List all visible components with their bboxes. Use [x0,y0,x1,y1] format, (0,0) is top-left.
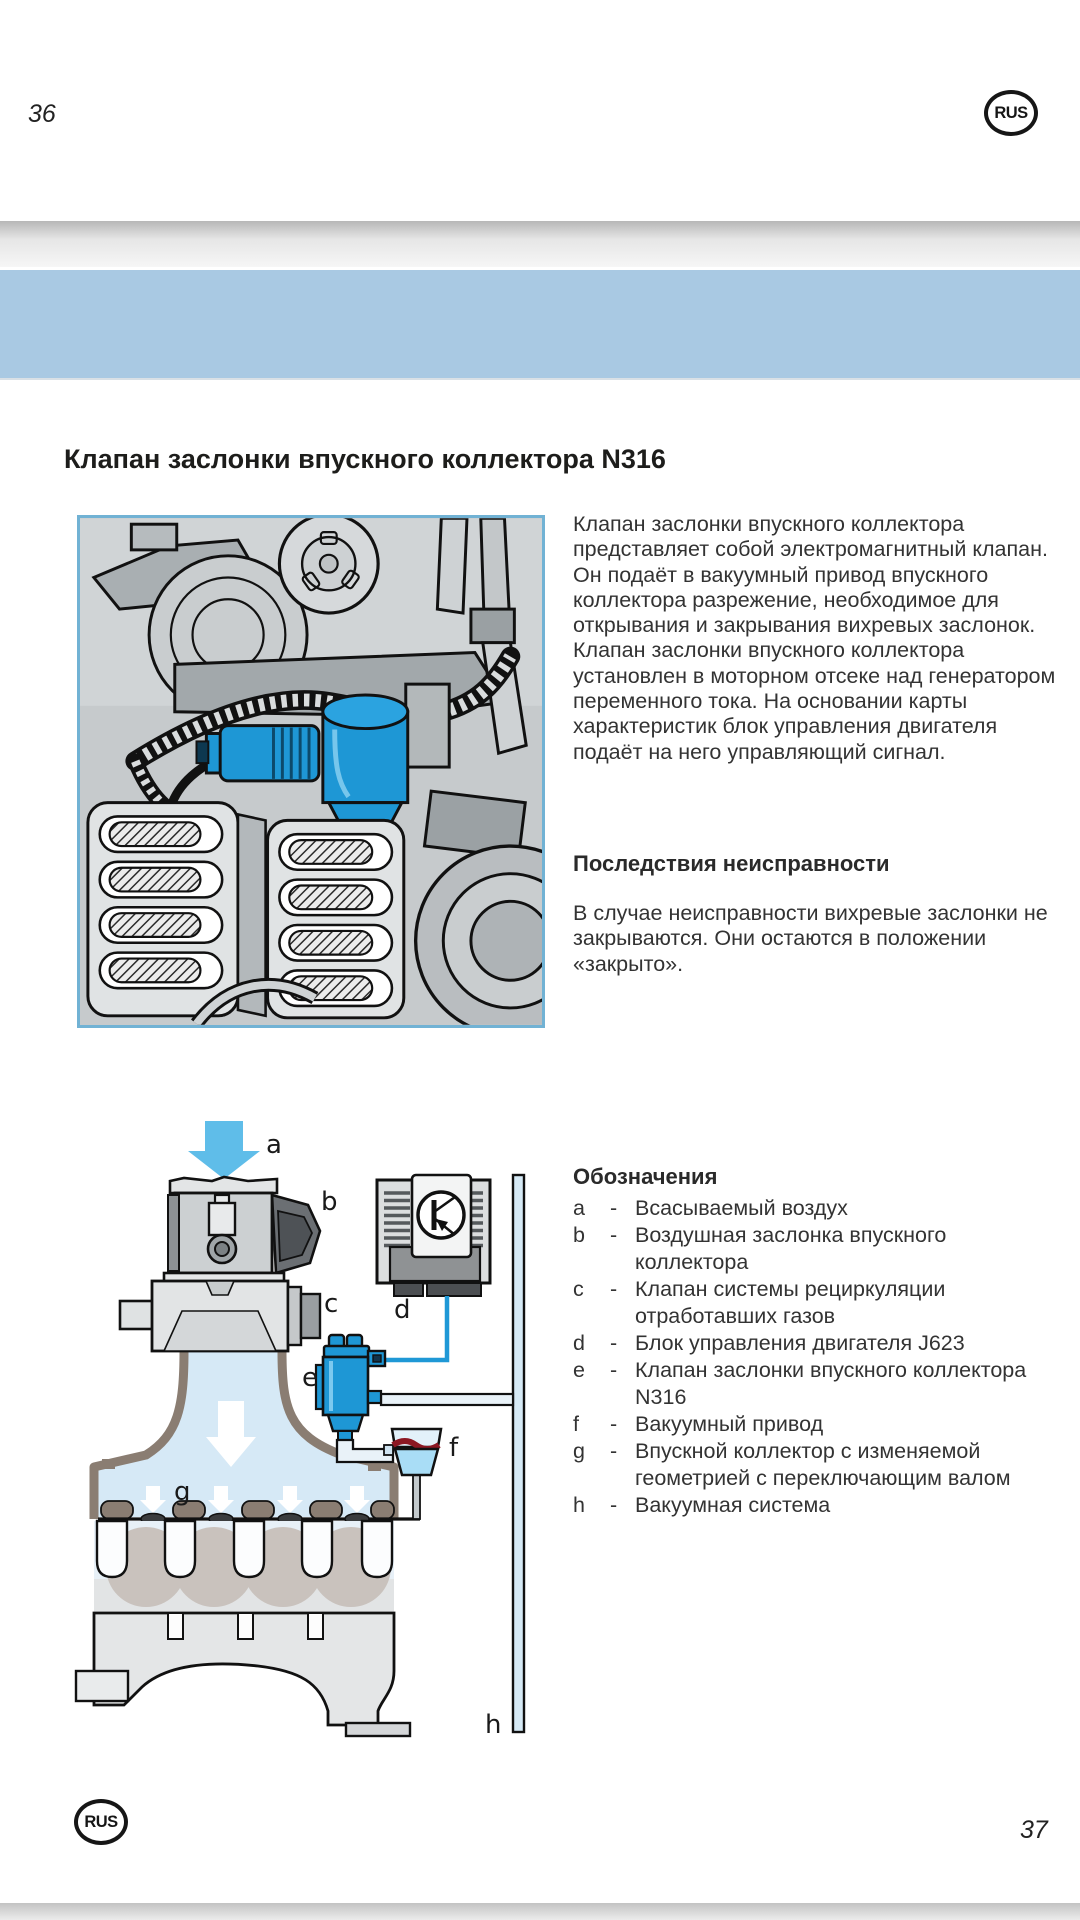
vacuum-hose [381,1394,513,1405]
fault-heading: Последствия неисправности [573,851,890,876]
legend-separator: - [610,1358,618,1382]
legend-key: e [573,1358,585,1382]
legend-label: Клапан заслонки впускного коллектора N316 [635,1358,1027,1409]
legend-key: b [573,1223,585,1247]
vacuum-system-diagram [72,1115,562,1745]
legend-separator: - [610,1277,618,1301]
language-badge-bottom: RUS [74,1799,128,1845]
legend-item [573,1357,1059,1411]
vacuum-system-drawing [72,1115,562,1745]
legend-key: f [573,1412,579,1436]
legend-label: Вакуумный привод [635,1412,824,1436]
legend-separator: - [610,1439,618,1463]
legend-separator: - [610,1196,618,1220]
legend-heading: Обозначения [573,1164,718,1189]
engine-control-unit [377,1175,490,1296]
legend-separator: - [610,1493,618,1517]
legend-item [573,1276,1059,1330]
intake-air-arrow [188,1121,260,1179]
legend-item [573,1438,1059,1492]
legend-label: Впускной коллектор с изменяемой геометрией с переключающим валом [635,1439,1011,1490]
legend [573,1163,1059,1519]
legend-label: Воздушная заслонка впускного коллектора [635,1223,947,1274]
vacuum-pipe [513,1175,524,1732]
header-blue-band [0,270,1080,380]
legend-item [573,1411,1059,1438]
page-title: Клапан заслонки впускного коллектора N316 [64,444,666,474]
header-gray-band [0,221,1080,267]
legend-item [573,1195,1059,1222]
legend-item [573,1330,1059,1357]
diagram-label-a: a [266,1130,282,1160]
legend-key: h [573,1493,585,1517]
ecu-signal-wire [382,1296,447,1360]
legend-separator: - [610,1223,618,1247]
page-number-top: 36 [28,100,56,128]
legend-key: c [573,1277,584,1301]
page-number-bottom: 37 [1020,1816,1048,1844]
engine-bay-drawing [80,518,542,1025]
language-badge-top: RUS [984,90,1038,136]
intro-paragraph: Клапан заслонки впускного коллектора представляет собой электромагнитный клапан. Он подаёт в вакуумный привод впускного коллектора разрежение, необходимое для открывания и закрывания вихревых заслонок. Клапан заслонки впускного коллектора установлен в моторном отсеке над генератором переменного тока. На основании карты характеристик блок управления двигателя подаёт на него управляющий сигнал. [573,512,1056,764]
engine-bay-illustration [77,515,545,1028]
legend-key: d [573,1331,585,1355]
diagram-label-g: g [174,1477,191,1507]
legend-key: g [573,1439,585,1463]
diagram-label-e: e [302,1363,318,1393]
diagram-label-b: b [321,1187,338,1217]
egr-valve [120,1281,320,1351]
diagram-label-d: d [394,1295,411,1325]
transistor-symbol-icon [418,1192,464,1238]
legend-item [573,1222,1059,1276]
legend-label: Всасываемый воздух [635,1196,848,1220]
legend-key: a [573,1196,585,1220]
legend-label: Вакуумная система [635,1493,831,1517]
diagram-label-f: f [449,1433,459,1463]
diagram-label-c: c [324,1289,339,1319]
legend-separator: - [610,1412,618,1436]
intake-flap-unit [164,1177,320,1287]
legend-label: Блок управления двигателя J623 [635,1331,965,1355]
fault-paragraph: В случае неисправности вихревые заслонки не закрываются. Они остаются в положении «закрыто». [573,901,1048,976]
diagram-label-h: h [485,1710,502,1740]
footer-gray-band [0,1903,1080,1920]
legend-item [573,1492,1059,1519]
legend-separator: - [610,1331,618,1355]
legend-label: Клапан системы рециркуляции отработавших газов [635,1277,946,1328]
n316-valve [316,1335,385,1440]
